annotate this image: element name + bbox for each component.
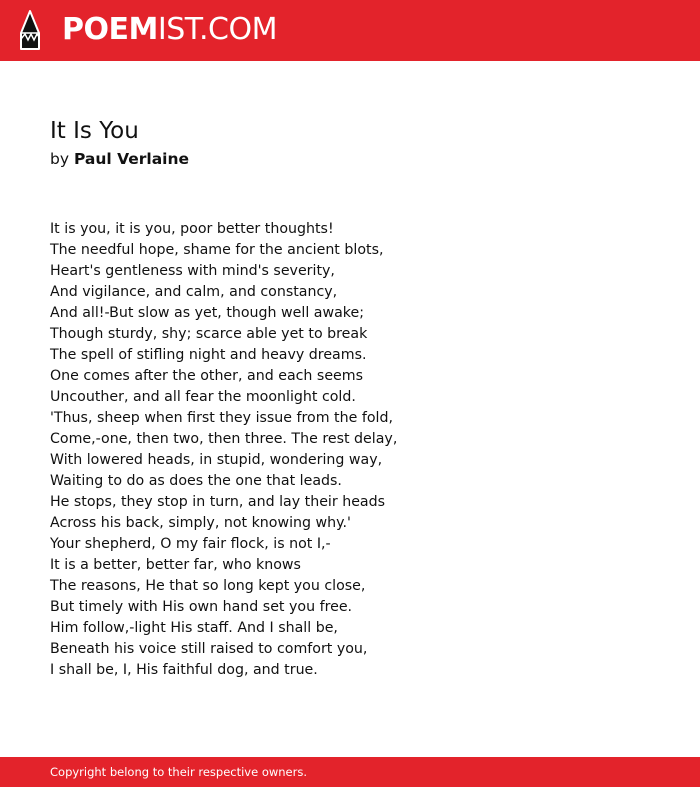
poem-line: The reasons, He that so long kept you close, xyxy=(50,578,366,594)
poem-byline xyxy=(50,149,189,169)
poem-line: Beneath his voice still raised to comfort you, xyxy=(50,641,368,657)
poem-line: It is a better, better far, who knows xyxy=(50,557,301,573)
poem-line: Though sturdy, shy; scarce able yet to break xyxy=(50,326,368,342)
site-header xyxy=(0,0,700,61)
poem-title: It Is You xyxy=(50,118,139,144)
poem-line: Across his back, simply, not knowing why.' xyxy=(50,515,351,531)
poem-line: Your shepherd, O my fair flock, is not I,- xyxy=(50,536,331,552)
site-footer xyxy=(0,757,700,787)
poem-author: Paul Verlaine xyxy=(73,150,190,168)
poem-line: With lowered heads, in stupid, wondering way, xyxy=(50,452,383,468)
poem-line: Him follow,-light His staff. And I shall be, xyxy=(50,620,338,636)
poem-line: One comes after the other, and each seems xyxy=(50,368,363,384)
poem-line: Come,-one, then two, then three. The rest delay, xyxy=(50,431,398,447)
poem-line: Uncouther, and all fear the moonlight cold. xyxy=(50,389,356,405)
logo-light-text: IST.COM xyxy=(157,12,277,47)
copyright-notice: Copyright belong to their respective owners. xyxy=(50,765,308,779)
poem-line: The needful hope, shame for the ancient blots, xyxy=(50,242,384,258)
logo-bold-text: POEM xyxy=(62,12,158,47)
poem-line: Waiting to do as does the one that leads. xyxy=(50,473,342,489)
poem-line: I shall be, I, His faithful dog, and true. xyxy=(50,662,318,678)
poem-line: And vigilance, and calm, and constancy, xyxy=(50,284,338,300)
byline-prefix: by xyxy=(50,150,70,168)
site-logo[interactable] xyxy=(62,12,277,48)
poem-line: 'Thus, sheep when first they issue from the fold, xyxy=(50,410,393,426)
poem-line: But timely with His own hand set you free. xyxy=(50,599,353,615)
poem-body xyxy=(50,219,650,681)
poem-line: And all!-But slow as yet, though well awake; xyxy=(50,305,364,321)
poem-line: The spell of stifling night and heavy dreams. xyxy=(50,347,367,363)
poem-line: It is you, it is you, poor better thoughts! xyxy=(50,221,334,237)
poem-line: Heart's gentleness with mind's severity, xyxy=(50,263,335,279)
pencil-icon[interactable] xyxy=(18,9,42,51)
poem-line: He stops, they stop in turn, and lay their heads xyxy=(50,494,386,510)
